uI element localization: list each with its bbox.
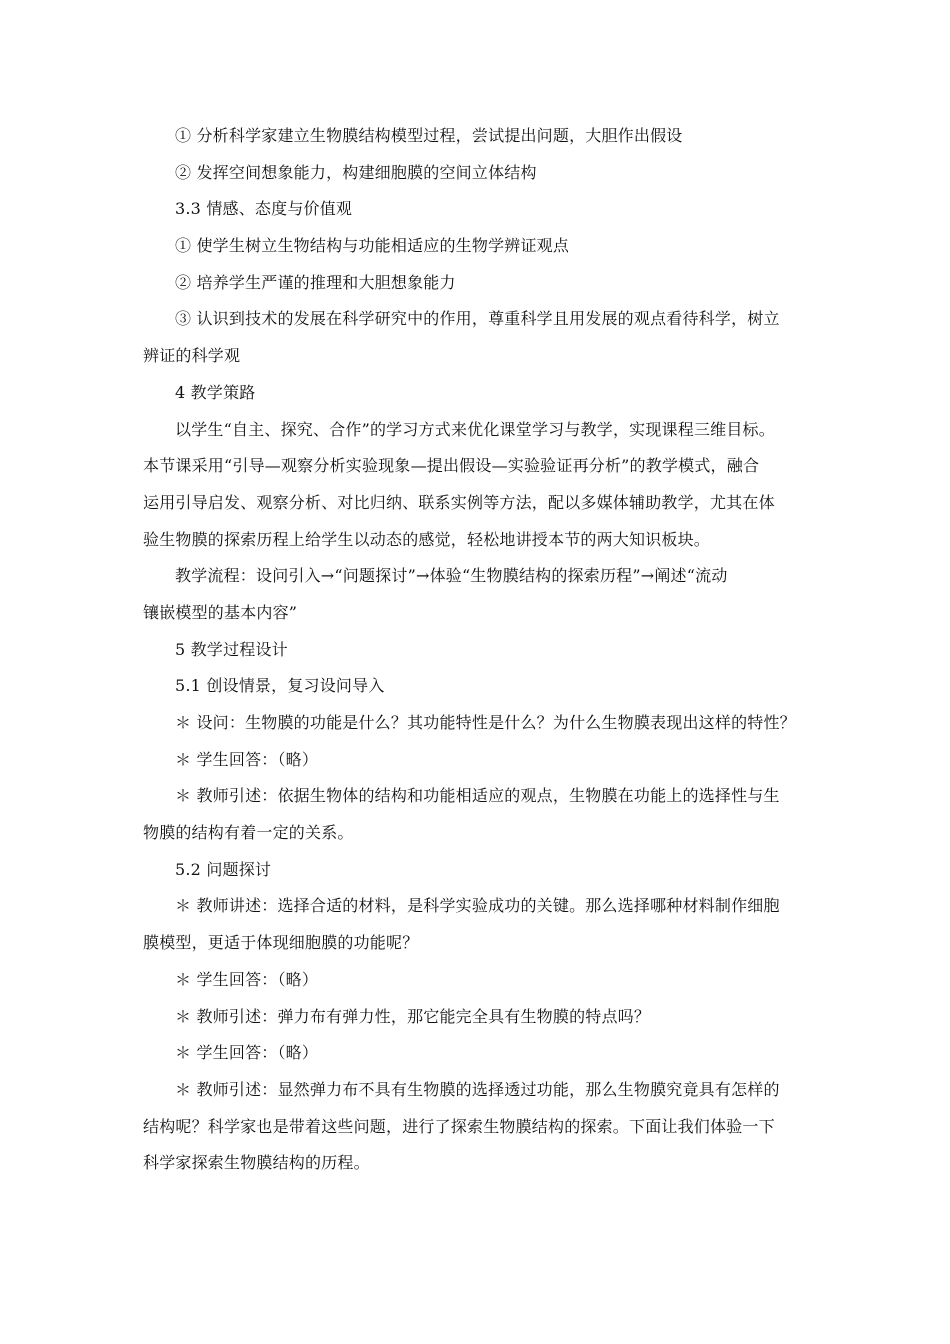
paragraph-line: 验生物膜的探索历程上给学生以动态的感觉，轻松地讲授本节的两大知识板块。 [143, 529, 711, 549]
text-line: ③ 认识到技术的发展在科学研究中的作用，尊重科学且用发展的观点看待科学，树立 [175, 309, 780, 329]
dialogue-line: ＊ 学生回答：（略） [175, 969, 319, 989]
subsection-heading: 5.1 创设情景，复习设问导入 [175, 676, 385, 696]
dialogue-line: ＊ 教师引述：弹力布有弹力性，那它能完全具有生物膜的特点吗？ [175, 1006, 651, 1026]
dialogue-line: ＊ 教师讲述：选择合适的材料，是科学实验成功的关键。那么选择哪种材料制作细胞 [175, 896, 780, 916]
paragraph-line: 镶嵌模型的基本内容” [143, 602, 298, 622]
paragraph-line: 以学生“自主、探究、合作”的学习方式来优化课堂学习与教学，实现课程三维目标。 [175, 419, 775, 439]
dialogue-line: 结构呢？科学家也是带着这些问题，进行了探索生物膜结构的探索。下面让我们体验一下 [143, 1116, 775, 1136]
dialogue-line: ＊ 学生回答：（略） [175, 749, 319, 769]
dialogue-line: ＊ 学生回答：（略） [175, 1043, 319, 1063]
text-line: ② 发挥空间想象能力，构建细胞膜的空间立体结构 [175, 162, 537, 182]
text-line: ① 分析科学家建立生物膜结构模型过程，尝试提出问题，大胆作出假设 [175, 126, 683, 145]
text-line: 辨证的科学观 [143, 346, 241, 366]
subsection-heading: 5.2 问题探讨 [175, 859, 272, 879]
paragraph-line: 教学流程：设问引入→“问题探讨”→体验“生物膜结构的探索历程”→阐述“流动 [175, 566, 728, 586]
section-heading: 4 教学策路 [175, 382, 256, 402]
dialogue-line: 膜模型，更适于体现细胞膜的功能呢？ [143, 933, 419, 953]
dialogue-line: 科学家探索生物膜结构的历程。 [143, 1153, 370, 1173]
paragraph-line: 运用引导启发、观察分析、对比归纳、联系实例等方法，配以多媒体辅助教学，尤其在体 [143, 492, 775, 512]
paragraph-line: 本节课采用“引导—观察分析实验现象—提出假设—实验验证再分析”的教学模式，融合 [143, 456, 760, 476]
dialogue-line: ＊ 教师引述：显然弹力布不具有生物膜的选择透过功能，那么生物膜究竟具有怎样的 [175, 1079, 780, 1099]
dialogue-line: ＊ 设问：生物膜的功能是什么？其功能特性是什么？为什么生物膜表现出这样的特性？ [175, 713, 796, 732]
text-line: ① 使学生树立生物结构与功能相适应的生物学辨证观点 [175, 236, 570, 256]
document-body [143, 118, 808, 1182]
dialogue-line: ＊ 教师引述：依据生物体的结构和功能相适应的观点，生物膜在功能上的选择性与生 [175, 786, 780, 806]
dialogue-line: 物膜的结构有着一定的关系。 [143, 823, 354, 843]
text-line: ② 培养学生严谨的推理和大胆想象能力 [175, 272, 456, 292]
section-heading: 5 教学过程设计 [175, 639, 288, 659]
section-heading: 3.3 情感、态度与价值观 [175, 199, 353, 219]
